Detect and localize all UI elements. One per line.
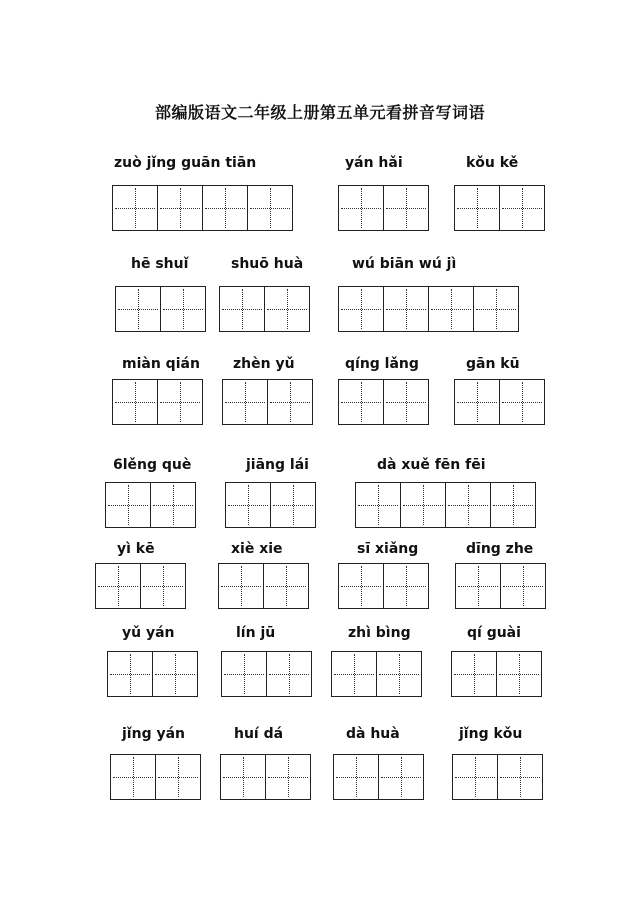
writing-grid[interactable]: [451, 651, 542, 697]
tianzige-cell[interactable]: [220, 754, 266, 800]
writing-grid[interactable]: [338, 379, 429, 425]
tianzige-cell[interactable]: [107, 651, 153, 697]
pinyin-label: yǔ yán: [122, 625, 175, 641]
tianzige-cell[interactable]: [445, 482, 491, 528]
tianzige-cell[interactable]: [454, 379, 500, 425]
tianzige-cell[interactable]: [267, 379, 313, 425]
pinyin-label: sī xiǎng: [357, 541, 419, 557]
pinyin-label: yán hǎi: [345, 155, 403, 171]
pinyin-label: lín jū: [236, 625, 276, 641]
writing-grid[interactable]: [105, 482, 196, 528]
writing-grid[interactable]: [331, 651, 422, 697]
tianzige-cell[interactable]: [150, 482, 196, 528]
writing-grid[interactable]: [338, 286, 519, 332]
tianzige-cell[interactable]: [155, 754, 201, 800]
tianzige-cell[interactable]: [247, 185, 293, 231]
pinyin-label: zhì bìng: [348, 625, 411, 641]
tianzige-cell[interactable]: [355, 482, 401, 528]
tianzige-cell[interactable]: [222, 379, 268, 425]
pinyin-label: qí guài: [467, 625, 521, 641]
writing-grid[interactable]: [112, 379, 203, 425]
tianzige-cell[interactable]: [400, 482, 446, 528]
pinyin-label: zuò jǐng guān tiān: [114, 155, 257, 171]
tianzige-cell[interactable]: [452, 754, 498, 800]
pinyin-label: kǒu kě: [466, 155, 519, 171]
tianzige-cell[interactable]: [490, 482, 536, 528]
tianzige-cell[interactable]: [140, 563, 186, 609]
tianzige-cell[interactable]: [383, 185, 429, 231]
tianzige-cell[interactable]: [338, 563, 384, 609]
writing-grid[interactable]: [221, 651, 312, 697]
tianzige-cell[interactable]: [497, 754, 543, 800]
tianzige-cell[interactable]: [473, 286, 519, 332]
tianzige-cell[interactable]: [218, 563, 264, 609]
pinyin-label: jiāng lái: [246, 457, 309, 473]
tianzige-cell[interactable]: [112, 379, 158, 425]
tianzige-cell[interactable]: [225, 482, 271, 528]
writing-grid[interactable]: [454, 185, 545, 231]
pinyin-label: miàn qián: [122, 356, 200, 372]
tianzige-cell[interactable]: [202, 185, 248, 231]
tianzige-cell[interactable]: [157, 185, 203, 231]
pinyin-label: wú biān wú jì: [352, 256, 457, 272]
writing-grid[interactable]: [115, 286, 206, 332]
tianzige-cell[interactable]: [263, 563, 309, 609]
pinyin-label: yì kē: [117, 541, 155, 557]
pinyin-label: zhèn yǔ: [233, 356, 295, 372]
tianzige-cell[interactable]: [455, 563, 501, 609]
tianzige-cell[interactable]: [338, 379, 384, 425]
tianzige-cell[interactable]: [333, 754, 379, 800]
tianzige-cell[interactable]: [115, 286, 161, 332]
writing-grid[interactable]: [338, 185, 429, 231]
page-title: 部编版语文二年级上册第五单元看拼音写词语: [154, 103, 485, 122]
tianzige-cell[interactable]: [266, 651, 312, 697]
tianzige-cell[interactable]: [454, 185, 500, 231]
pinyin-label: 6lěng què: [113, 457, 192, 473]
tianzige-cell[interactable]: [499, 185, 545, 231]
pinyin-label: xiè xie: [231, 541, 283, 557]
tianzige-cell[interactable]: [152, 651, 198, 697]
pinyin-label: dà huà: [346, 726, 400, 742]
tianzige-cell[interactable]: [378, 754, 424, 800]
tianzige-cell[interactable]: [451, 651, 497, 697]
writing-grid[interactable]: [225, 482, 316, 528]
writing-grid[interactable]: [112, 185, 293, 231]
pinyin-label: jǐng kǒu: [459, 726, 523, 742]
tianzige-cell[interactable]: [112, 185, 158, 231]
writing-grid[interactable]: [454, 379, 545, 425]
tianzige-cell[interactable]: [160, 286, 206, 332]
pinyin-label: hē shuǐ: [131, 256, 189, 272]
writing-grid[interactable]: [220, 754, 311, 800]
writing-grid[interactable]: [452, 754, 543, 800]
writing-grid[interactable]: [455, 563, 546, 609]
writing-grid[interactable]: [107, 651, 198, 697]
pinyin-label: shuō huà: [231, 256, 304, 272]
writing-grid[interactable]: [333, 754, 424, 800]
tianzige-cell[interactable]: [383, 563, 429, 609]
writing-grid[interactable]: [355, 482, 536, 528]
tianzige-cell[interactable]: [219, 286, 265, 332]
pinyin-label: dīng zhe: [466, 541, 534, 557]
writing-grid[interactable]: [95, 563, 186, 609]
tianzige-cell[interactable]: [221, 651, 267, 697]
writing-grid[interactable]: [219, 286, 310, 332]
writing-grid[interactable]: [338, 563, 429, 609]
tianzige-cell[interactable]: [499, 379, 545, 425]
pinyin-label: dà xuě fēn fēi: [377, 457, 486, 473]
tianzige-cell[interactable]: [157, 379, 203, 425]
tianzige-cell[interactable]: [383, 379, 429, 425]
tianzige-cell[interactable]: [496, 651, 542, 697]
tianzige-cell[interactable]: [338, 185, 384, 231]
pinyin-label: huí dá: [234, 726, 284, 742]
tianzige-cell[interactable]: [500, 563, 546, 609]
writing-grid[interactable]: [222, 379, 313, 425]
writing-grid[interactable]: [110, 754, 201, 800]
tianzige-cell[interactable]: [338, 286, 384, 332]
tianzige-cell[interactable]: [376, 651, 422, 697]
pinyin-label: qíng lǎng: [345, 356, 419, 372]
tianzige-cell[interactable]: [270, 482, 316, 528]
tianzige-cell[interactable]: [95, 563, 141, 609]
tianzige-cell[interactable]: [428, 286, 474, 332]
tianzige-cell[interactable]: [383, 286, 429, 332]
writing-grid[interactable]: [218, 563, 309, 609]
tianzige-cell[interactable]: [265, 754, 311, 800]
tianzige-cell[interactable]: [331, 651, 377, 697]
pinyin-label: jǐng yán: [122, 726, 185, 742]
tianzige-cell[interactable]: [110, 754, 156, 800]
tianzige-cell[interactable]: [264, 286, 310, 332]
pinyin-label: gān kū: [466, 356, 520, 372]
tianzige-cell[interactable]: [105, 482, 151, 528]
